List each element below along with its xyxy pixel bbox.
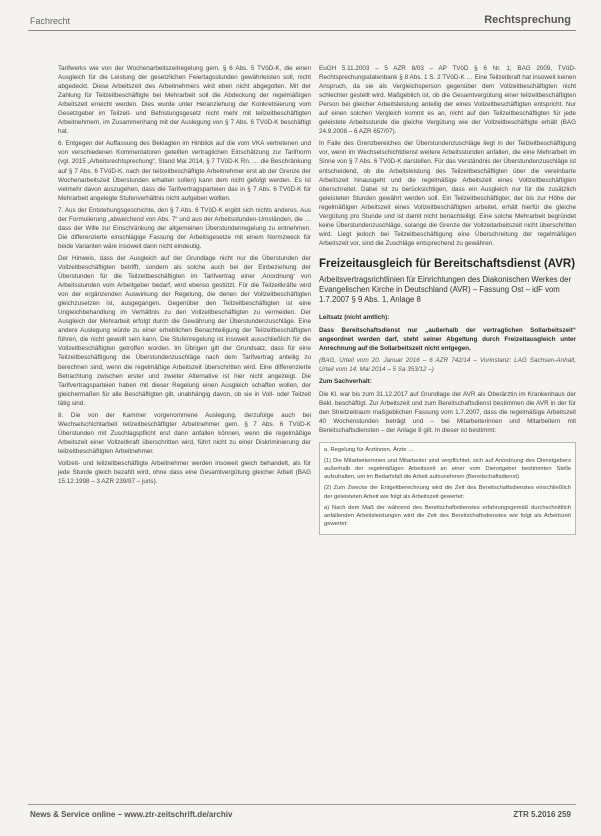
leitsatz-heading: Leitsatz (nicht amtlich):: [319, 313, 390, 321]
header-category-title: Rechtsprechung: [484, 14, 571, 26]
regulation-line: a. Regelung für Ärztinnen, Ärzte …: [324, 446, 414, 453]
left-paragraph: 8. Die von der Kammer vorgenommene Auslegung, derzufolge auch bei Wechselschichtarbeit teilzeitbeschäftigter Arbeitnehmer gem. § 7 Abs. 6 TVöD-K Überstunden mit Zuschlagspflicht erst dann anfallen können, wenn die regelmäßige Arbeitszeit einer Vollzeitkraft überschritten wird, führt nicht zu einer Diskriminierung der teilzeitbeschäftigten Arbeitnehmer.: [58, 411, 311, 455]
right-column: [319, 64, 576, 541]
right-paragraph: EuGH 5.11.2003 – 5 AZR 8/03 – AP TVöD § 6 Nr. 1; BAG 2009, TVöD-Rechtsprechungsdatenbank § 8 Abs. 1 S. 2 TVöD-K … Eine Teilzeitkraft hat insoweit keinen Anspruch, da sie als Vergleichsperson gegenüber dem Vollzeitbeschäftigten nicht schlechter gestellt wird. Maßgeblich ist, ob die Gesamtvergütung einer teilzeitbeschäftigten Person bei gleicher Arbeitsleistung anteilig der eines Vollzeitbeschäftigten entspricht. Nur auf einen solchen Vergleich kommt es an, nicht auf den Teilzeitbeschäftigten für jede geleistete Arbeitsstunde die gleiche Vergütung wie der Vollzeitbeschäftigte erhält (BAG 24.9.2008 – 6 AZR 657/07).: [319, 65, 576, 136]
court-source: (BAG, Urteil vom 20. Januar 2016 – 6 AZR 742/14 – Vorinstanz: LAG Sachsen-Anhalt, Urteil vom 14. Mai 2014 – 5 Sa 353/12 –): [319, 357, 576, 374]
facts-heading: Zum Sachverhalt:: [319, 378, 372, 386]
header-rule: [28, 30, 576, 31]
left-paragraph: 6. Entgegen der Auffassung des Beklagten im Hinblick auf die vom VKA vertretenen und von verschiedenen Kommentatoren geteilten vertraglichen Einschätzung zur Tarifnorm (vgl. 2015 „Arbeitsrechtsprechung“, Stand Mai 2014, § 7 TVöD-K Rn. … die Beschränkung auf § 7 Abs. 6 TVöD-K, nach der teilzeitbeschäftigte Arbeitnehmer erst ab der Grenze der Wochenarbeitszeit Überstunden erhalten sollen) kann dem nicht gefolgt werden. Es ist vielmehr davon auszugehen, dass die Tarifvertragsparteien das in § 7 Abs. 6 TVöD-K für Mehrarbeit angelegte Stufenverhältnis nicht aufgeben wollten.: [58, 140, 311, 202]
facts-text: Die Kl. war bis zum 31.12.2017 auf Grundlage der AVR als Oberärztin im Krankenhaus der Bekl. beschäftigt. Zur Arbeitszeit und zum Bereitschaftsdienst bestimmen die AVR in der für den Streitzeitraum maßgeblichen Fassung vom 1.7.2007, dass die regelmäßige Arbeitszeit 40 Wochenstunden beträgt und – bei Mitarbeiterinnen und Mitarbeitern mit Bereitschaftsdiensten – der Anlage 8 gilt. In dieser ist bestimmt:: [319, 391, 576, 435]
footer-rule: [28, 804, 576, 805]
leitsatz-text: Dass Bereitschaftsdienst nur „außerhalb der vertraglichen Sollarbeitszeit“ angeordnet werden darf, steht seiner Abgeltung durch Freizeitausgleich unter Anrechnung auf die Sollarbeitszeit nicht entgegen.: [319, 326, 576, 353]
section-subtitle: Arbeitsvertragsrichtlinien für Einrichtungen des Diakonischen Werkes der Evangelischen Kirche in Deutschland (AVR) – Fassung Ost – idF vom 1.7.2007 § 9 Abs. 1, Anlage 8: [319, 274, 572, 304]
left-paragraph: Tarifwerks wie von der Wochenarbeitszeitregelung gem. § 6 Abs. 5 TVöD-K, die einen Ausgleich für die Leistung der gesetzlichen Feiertagsstunden gewährleisten soll, nicht abgedeckt. Diese Arbeitszeit des Arbeitnehmers wird eben nicht abgegolten. Mit der Zahlung für Teilzeitbeschäftigte bei Mehrarbeit soll die Abdeckung der regelmäßigen Arbeitszeit erreicht werden. Dies wurde unter Heranziehung der Konkretisierung vom Gesetzgeber im Teilzeit- und Befristungsgesetz nicht mehr mit teilzeitbeschäftigten Arbeitnehmern, im Zusammenhang mit der Auslegung von § 7 Abs. 6 TVöD-K beschäftigt hat.: [58, 65, 311, 136]
section-title: Freizeitausgleich für Bereitschaftsdienst (AVR): [319, 257, 576, 270]
footer-issue-page: ZTR 5.2016 259: [513, 810, 571, 819]
left-column: [58, 64, 311, 489]
right-paragraph: In Falle des Grenzbereiches der Überstundenzuschläge liegt in der Teilzeitbeschäftigung vor, wenn im Wechselschichtdienst weitere Arbeitsstunden anfallen, die eine Mehrarbeit im Sinne von § 7 Abs. 6 TVöD-K darstellen. Für das Verständnis der Überstundenzuschläge ist entscheidend, ob die Arbeitsleistung des Teilzeitbeschäftigten über die vereinbarte Arbeitszeit hinausgeht und die regelmäßige Arbeitszeit eines Vollzeitbeschäftigten überschreitet. Dabei ist zu berücksichtigen, dass ein Ausgleich nur für die zusätzlich geleisteten Stunden gewährt werden soll. Ein Teilzeitbeschäftigter, der bis zur Höhe der regelmäßigen Arbeitszeit eines Vollzeitbeschäftigten arbeitet, erhält hierfür die gleiche Vergütung pro Stunde und ist damit nicht benachteiligt. Eine solche Mehrarbeit begründet keine Überstundenzuschläge, solange die Grenze der Vollzeitarbeitszeit nicht überschritten wird. Liegt jedoch bei Teilzeitbeschäftigung eine Überschreitung der regelmäßigen Arbeitszeit vor, sind die Zuschläge entsprechend zu gewähren.: [319, 140, 576, 247]
left-paragraph: Der Hinweis, dass der Ausgleich auf der Grundlage nicht nur die Überstunden der Vollzeitbeschäftigten betrifft, sondern als solche auch bei der Einbeziehung der Überstunden für die Teilzeitbeschäftigten im Tarifvertrag einer ‚Anordnung‘ von Arbeitsstunden vom Arbeitgeber bedarf, wird ebenso gestützt. Für die Teilzeitkräfte wird von der ergänzenden Auswirkung der Regelung, die denen der Vollzeitbeschäftigten gleichzusetzen ist, ausgegangen. Gegenüber den Teilzeitbeschäftigten ist eine Ungleichbehandlung im Verhältnis zu den Vollzeitbeschäftigten zu vermeiden. Der Ausgleich der Mehrarbeit erfolgt durch die Gewährung der Überstundenzuschläge. Eine andere Auslegung würde zu einer erheblichen Benachteiligung der Teilzeitbeschäftigten führen, die nicht gewollt sein kann. Die Stufenregelung ist insoweit ausschließlich für die Vollzeitbeschäftigten getroffen worden. Im Übrigen gilt der Grundsatz, dass für eine Teilzeitbeschäftigung die Überstundenzuschläge nach dem Tarifvertrag anteilig zu berechnen sind, wenn die regelmäßige Arbeitszeit überschritten wird. Eine differenzierte Betrachtung zwischen erster und zweiter Alternative ist hier nicht angezeigt. Die Tarifvertragsparteien haben mit dieser Regelung einen Ausgleich schaffen wollen, der gleichermaßen für alle Beschäftigten gilt, unabhängig davon, ob sie in Voll- oder Teilzeit tätig sind.: [58, 254, 311, 407]
regulation-line: (2) Zum Zwecke der Entgeltberechnung wird die Zeit des Bereitschaftsdienstes einschließlich der geleisteten Arbeit wie folgt als Arbeitszeit gewertet:: [324, 485, 571, 500]
regulation-line: a) Nach dem Maß der während des Bereitschaftsdienstes erfahrungsgemäß durchschnittlich anfallenden Arbeitsleistungen wird die Zeit des Bereitschaftsdienstes wie folgt als Arbeitszeit gewertet:: [324, 504, 571, 528]
header-section-label: Fachrecht: [30, 16, 71, 26]
regulation-line: (1) Die Mitarbeiterinnen und Mitarbeiter sind verpflichtet, sich auf Anordnung des Dienstgebers außerhalb der regelmäßigen Arbeitszeit an einer vom Dienstgeber bestimmten Stelle aufzuhalten, um im Bedarfsfall die Arbeit aufzunehmen (Bereitschaftsdienst).: [324, 457, 571, 481]
footer-website-link[interactable]: News & Service online – www.ztr-zeitschrift.de/archiv: [30, 810, 233, 819]
left-paragraph: 7. Aus der Entstehungsgeschichte, den § 7 Abs. 6 TVöD-K ergibt sich nichts anderes. Aus der Formulierung „abweichend von Abs. 7“ und aus der Arbeitsstunden-Umständen, die … dass der Wille zur Einschränkung der allgemeinen Überstundenregelung zu entnehmen. Die differenzierte einschlägige Fassung der Arbeitsgesetze mit einem Normzweck für beide Varianten wäre insoweit dann nicht eindeutig.: [58, 206, 311, 250]
left-paragraph: Vollzeit- und teilzeitbeschäftigte Arbeitnehmer werden insoweit gleich behandelt, als für jede Stunde gleich bezahlt wird, ohne dass eine Gesamtvergütung gleicher Arbeit (BAG 15.12.1998 – 3 AZR 239/97 – juris).: [58, 459, 311, 486]
quoted-regulation-box: [319, 442, 576, 536]
